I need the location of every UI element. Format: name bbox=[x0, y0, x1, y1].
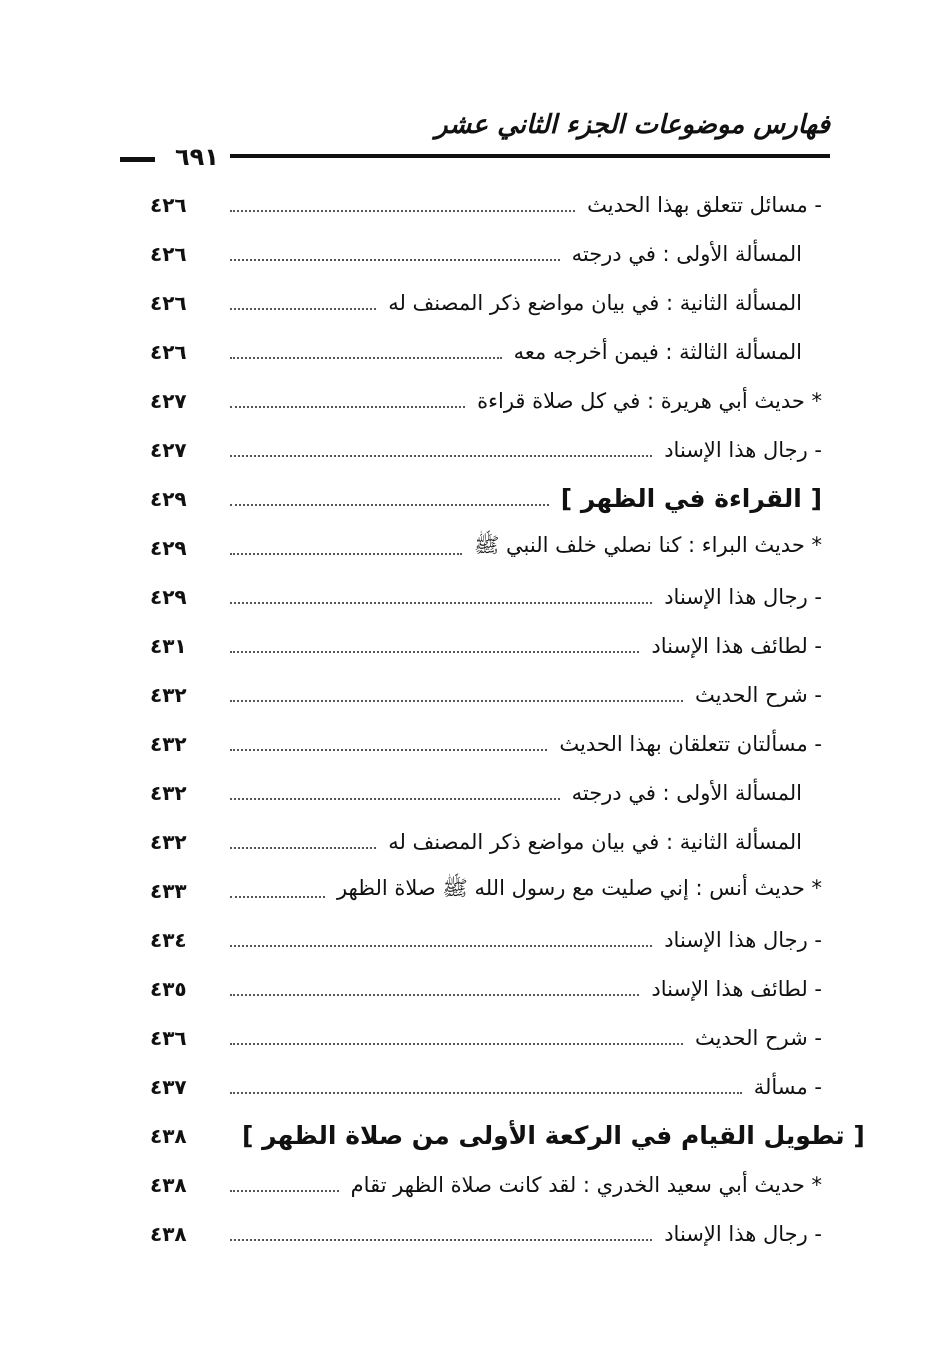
toc-entry-text: - رجال هذا الإسناد bbox=[664, 1221, 822, 1246]
toc-entry bbox=[150, 866, 822, 915]
toc-section-heading bbox=[150, 1111, 865, 1160]
toc-page-number: ٤٣٤ bbox=[150, 927, 187, 952]
toc-section-heading bbox=[150, 474, 822, 523]
toc-entry bbox=[150, 621, 822, 670]
toc-page-number: ٤٣٢ bbox=[150, 731, 187, 756]
toc-page-number: ٤٢٦ bbox=[150, 339, 187, 364]
toc-page-number: ٤٣٧ bbox=[150, 1074, 187, 1099]
toc-page-number: ٤٢٩ bbox=[150, 486, 187, 511]
toc-entry-text: - لطائف هذا الإسناد bbox=[651, 633, 822, 658]
toc-page-number: ٤٣٣ bbox=[150, 878, 187, 903]
toc-entry bbox=[150, 229, 822, 278]
toc-entry-text: - رجال هذا الإسناد bbox=[664, 584, 822, 609]
toc-entry-text: المسألة الثانية : في بيان مواضع ذكر المصنف له bbox=[388, 290, 802, 315]
header-rule bbox=[230, 154, 830, 158]
toc-entry-text: * حديث أبي سعيد الخدري : لقد كانت صلاة الظهر تقام bbox=[350, 1172, 822, 1197]
dot-leader bbox=[230, 798, 560, 800]
dot-leader bbox=[230, 455, 652, 457]
toc-page-number: ٤٢٩ bbox=[150, 535, 187, 560]
section-heading-text: [ القراءة في الظهر ] bbox=[560, 484, 822, 513]
dot-leader bbox=[230, 553, 462, 555]
toc-page-number: ٤٢٩ bbox=[150, 584, 187, 609]
dot-leader bbox=[230, 406, 465, 408]
toc-page-number: ٤٣١ bbox=[150, 633, 187, 658]
section-heading-text: [ تطويل القيام في الركعة الأولى من صلاة الظهر ] bbox=[242, 1121, 865, 1150]
dot-leader bbox=[230, 1190, 339, 1192]
table-of-contents bbox=[150, 180, 865, 1258]
toc-entry bbox=[150, 180, 822, 229]
toc-page-number: ٤٢٦ bbox=[150, 192, 187, 217]
toc-entry bbox=[150, 425, 822, 474]
dot-leader bbox=[230, 1043, 683, 1045]
dot-leader bbox=[230, 1239, 652, 1241]
dot-leader bbox=[230, 1092, 742, 1094]
toc-page-number: ٤٢٦ bbox=[150, 290, 187, 315]
toc-entry-text: - مسألة bbox=[753, 1074, 822, 1099]
toc-entry-text: * حديث أبي هريرة : في كل صلاة قراءة bbox=[477, 388, 822, 413]
toc-page-number: ٤٣٨ bbox=[150, 1172, 187, 1197]
dot-leader bbox=[230, 308, 376, 310]
header-dash bbox=[120, 157, 155, 162]
dot-leader bbox=[230, 749, 547, 751]
toc-entry-text: المسألة الثالثة : فيمن أخرجه معه bbox=[513, 339, 802, 364]
toc-entry-text: المسألة الأولى : في درجته bbox=[571, 780, 802, 805]
toc-entry bbox=[150, 1013, 822, 1062]
toc-entry bbox=[150, 327, 822, 376]
toc-entry-text: - شرح الحديث bbox=[695, 682, 822, 707]
toc-page-number: ٤٣٦ bbox=[150, 1025, 187, 1050]
toc-entry-text: - مسائل تتعلق بهذا الحديث bbox=[587, 192, 822, 217]
dot-leader bbox=[230, 259, 560, 261]
toc-entry-text: المسألة الأولى : في درجته bbox=[571, 241, 802, 266]
toc-page-number: ٤٣٢ bbox=[150, 829, 187, 854]
toc-entry bbox=[150, 376, 822, 425]
page-number: ٦٩١ bbox=[175, 143, 219, 171]
dot-leader bbox=[230, 357, 502, 359]
toc-entry bbox=[150, 964, 822, 1013]
toc-entry-text: * حديث أنس : إني صليت مع رسول الله ﷺ صلاة الظهر bbox=[336, 876, 822, 900]
toc-entry-text: - لطائف هذا الإسناد bbox=[651, 976, 822, 1001]
toc-entry bbox=[150, 1209, 822, 1258]
dot-leader bbox=[230, 896, 325, 898]
toc-entry bbox=[150, 572, 822, 621]
dot-leader bbox=[230, 210, 575, 212]
dot-leader bbox=[230, 651, 639, 653]
running-title: فهارس موضوعات الجزء الثاني عشر bbox=[435, 110, 830, 140]
toc-entry-text: المسألة الثانية : في بيان مواضع ذكر المصنف له bbox=[388, 829, 802, 854]
toc-entry bbox=[150, 915, 822, 964]
toc-page-number: ٤٣٥ bbox=[150, 976, 187, 1001]
page-header bbox=[120, 110, 830, 170]
toc-entry-text: - رجال هذا الإسناد bbox=[664, 927, 822, 952]
toc-entry bbox=[150, 670, 822, 719]
toc-entry-text: * حديث البراء : كنا نصلي خلف النبي ﷺ bbox=[473, 533, 822, 557]
dot-leader bbox=[230, 945, 652, 947]
dot-leader bbox=[230, 994, 639, 996]
toc-page-number: ٤٣٨ bbox=[150, 1123, 187, 1148]
dot-leader bbox=[230, 504, 549, 506]
dot-leader bbox=[230, 700, 683, 702]
toc-entry bbox=[150, 1062, 822, 1111]
toc-entry bbox=[150, 719, 822, 768]
toc-entry-text: - رجال هذا الإسناد bbox=[664, 437, 822, 462]
dot-leader bbox=[230, 602, 652, 604]
toc-page-number: ٤٢٧ bbox=[150, 388, 187, 413]
toc-page-number: ٤٢٦ bbox=[150, 241, 187, 266]
toc-page-number: ٤٣٢ bbox=[150, 780, 187, 805]
toc-entry-text: - شرح الحديث bbox=[695, 1025, 822, 1050]
toc-entry bbox=[150, 1160, 822, 1209]
toc-entry-text: - مسألتان تتعلقان بهذا الحديث bbox=[559, 731, 822, 756]
toc-page-number: ٤٢٧ bbox=[150, 437, 187, 462]
toc-entry bbox=[150, 278, 822, 327]
toc-entry bbox=[150, 768, 822, 817]
dot-leader bbox=[230, 847, 376, 849]
toc-entry bbox=[150, 523, 822, 572]
toc-page-number: ٤٣٨ bbox=[150, 1221, 187, 1246]
toc-entry bbox=[150, 817, 822, 866]
toc-page-number: ٤٣٢ bbox=[150, 682, 187, 707]
